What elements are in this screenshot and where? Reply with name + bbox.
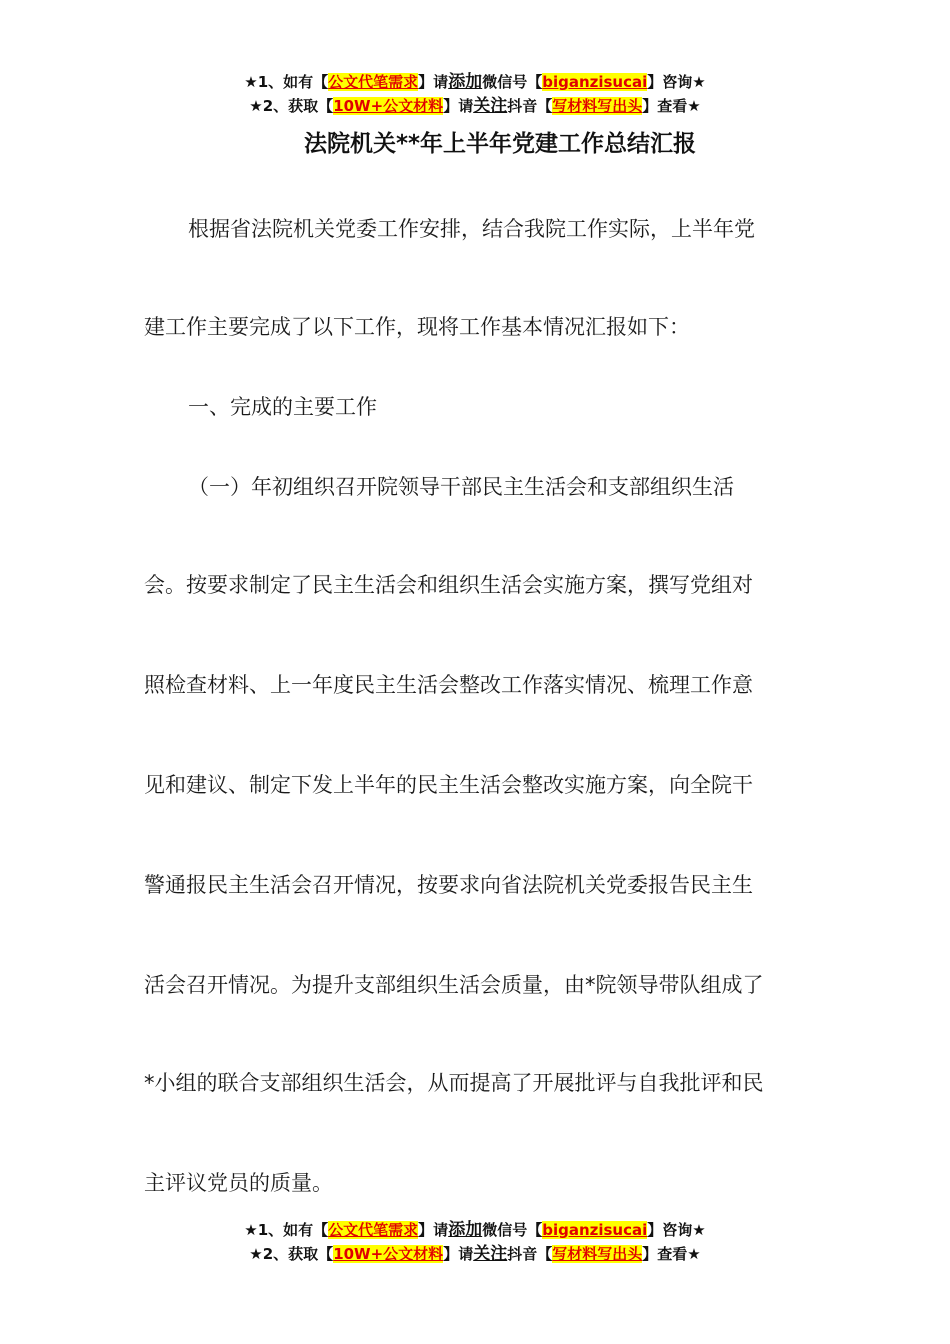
- banner-text: 】查看★: [642, 97, 701, 115]
- banner-highlight: biganzisucai: [542, 73, 648, 91]
- header-banner-line-1: [0, 70, 950, 94]
- section-heading: 一、完成的主要工作: [188, 395, 377, 419]
- document-title: 法院机关**年上半年党建工作总结汇报: [303, 131, 697, 157]
- body-line: 活会召开情况。为提升支部组织生活会质量，由*院领导带队组成了: [144, 973, 764, 997]
- body-line: 警通报民主生活会召开情况，按要求向省法院机关党委报告民主生: [144, 873, 753, 897]
- banner-highlight: 10W+公文材料: [333, 1245, 444, 1263]
- banner-highlight: biganzisucai: [542, 1221, 648, 1239]
- banner-underline: 关注: [473, 96, 508, 116]
- body-line: *小组的联合支部组织生活会，从而提高了开展批评与自我批评和民: [144, 1071, 764, 1095]
- banner-underline: 关注: [473, 1244, 508, 1264]
- banner-text: ★2、获取【: [249, 1245, 334, 1263]
- banner-text: 】咨询★: [647, 1221, 706, 1239]
- banner-underline: 添加: [448, 72, 483, 92]
- banner-text: 】请: [443, 97, 474, 115]
- footer-banner-line-1: [0, 1218, 950, 1242]
- banner-highlight: 公文代笔需求: [328, 73, 419, 91]
- banner-text: 】查看★: [642, 1245, 701, 1263]
- banner-text: ★2、获取【: [249, 97, 334, 115]
- banner-text: 】请: [443, 1245, 474, 1263]
- banner-text: 抖音【: [507, 1245, 553, 1263]
- body-line: 根据省法院机关党委工作安排，结合我院工作实际，上半年党: [188, 217, 755, 241]
- banner-highlight: 写材料写出头: [552, 97, 643, 115]
- banner-underline: 添加: [448, 1220, 483, 1240]
- banner-text: 微信号【: [482, 73, 543, 91]
- banner-highlight: 写材料写出头: [552, 1245, 643, 1263]
- banner-text: 】咨询★: [647, 73, 706, 91]
- footer-banner-line-2: [0, 1242, 950, 1266]
- banner-text: 】请: [418, 73, 449, 91]
- banner-highlight: 公文代笔需求: [328, 1221, 419, 1239]
- header-banner-line-2: [0, 94, 950, 118]
- banner-text: 微信号【: [482, 1221, 543, 1239]
- body-line: （一）年初组织召开院领导干部民主生活会和支部组织生活: [188, 475, 734, 499]
- body-line: 见和建议、制定下发上半年的民主生活会整改实施方案，向全院干: [144, 773, 753, 797]
- body-line: 照检查材料、上一年度民主生活会整改工作落实情况、梳理工作意: [144, 673, 753, 697]
- body-line: 会。按要求制定了民主生活会和组织生活会实施方案，撰写党组对: [144, 573, 753, 597]
- banner-text: ★1、如有【: [244, 1221, 329, 1239]
- body-line: 主评议党员的质量。: [144, 1171, 333, 1195]
- banner-text: 抖音【: [507, 97, 553, 115]
- body-line: 建工作主要完成了以下工作，现将工作基本情况汇报如下：: [144, 315, 690, 339]
- banner-highlight: 10W+公文材料: [333, 97, 444, 115]
- banner-text: 】请: [418, 1221, 449, 1239]
- banner-text: ★1、如有【: [244, 73, 329, 91]
